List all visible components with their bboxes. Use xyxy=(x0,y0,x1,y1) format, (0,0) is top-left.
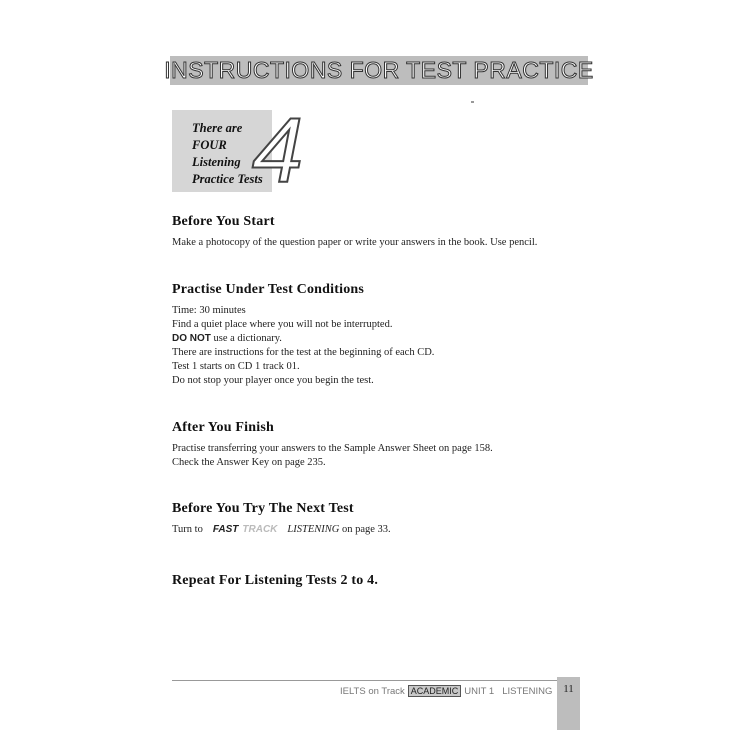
turn-to-text: Turn to xyxy=(172,524,203,535)
footer-unit: UNIT 1 xyxy=(464,685,495,697)
section-line: Find a quiet place where you will not be interrupted. xyxy=(172,319,393,330)
section-line: Test 1 starts on CD 1 track 01. xyxy=(172,361,300,372)
intro-line: Practice Tests xyxy=(192,172,263,186)
section-heading: Before You Try The Next Test xyxy=(172,501,354,516)
section-line: Practise transferring your answers to the Sample Answer Sheet on page 158. xyxy=(172,443,493,454)
section-heading: Practise Under Test Conditions xyxy=(172,282,365,297)
section-line: Do not stop your player once you begin the test. xyxy=(172,375,374,386)
intro-line: There are xyxy=(192,121,243,135)
do-not-rest: use a dictionary. xyxy=(210,333,282,344)
page-title: INSTRUCTIONS FOR TEST PRACTICE xyxy=(164,57,594,83)
section-line xyxy=(172,332,434,346)
fast-track-logo-fast: FAST xyxy=(212,524,239,535)
section-line: There are instructions for the test at the beginning of each CD. xyxy=(172,347,435,358)
page-number-tab xyxy=(557,677,580,730)
section-line: Make a photocopy of the question paper or write your answers in the book. Use pencil. xyxy=(172,237,538,248)
listening-ref: LISTENING xyxy=(287,524,340,535)
footer-brand: IELTS on Track xyxy=(340,685,405,697)
section-next-test xyxy=(172,501,391,537)
page-number: 11 xyxy=(563,683,574,695)
intro-line: Listening xyxy=(192,155,241,169)
section-before-start xyxy=(172,214,537,250)
footer-academic-tag: ACADEMIC xyxy=(408,685,462,697)
section-heading: Repeat For Listening Tests 2 to 4. xyxy=(172,573,379,588)
footer-divider xyxy=(172,680,557,681)
section-heading: After You Finish xyxy=(172,420,274,435)
section-practise xyxy=(172,282,434,388)
intro-line: FOUR xyxy=(192,138,227,152)
fast-track-logo-track: TRACK xyxy=(242,524,278,535)
scan-speck xyxy=(471,101,474,103)
section-line: Check the Answer Key on page 235. xyxy=(172,457,326,468)
section-heading: Before You Start xyxy=(172,214,275,229)
intro-text xyxy=(192,120,263,188)
page-ref: on page 33. xyxy=(339,524,391,535)
big-number-four: 4 xyxy=(252,100,304,202)
section-line: Time: 30 minutes xyxy=(172,305,246,316)
page-title-banner xyxy=(164,56,594,85)
section-after-finish xyxy=(172,420,493,470)
section-repeat xyxy=(172,573,378,595)
section-line xyxy=(172,523,391,537)
page-footer xyxy=(340,684,552,698)
footer-section: LISTENING xyxy=(502,685,553,697)
do-not-emphasis: DO NOT xyxy=(172,333,211,344)
